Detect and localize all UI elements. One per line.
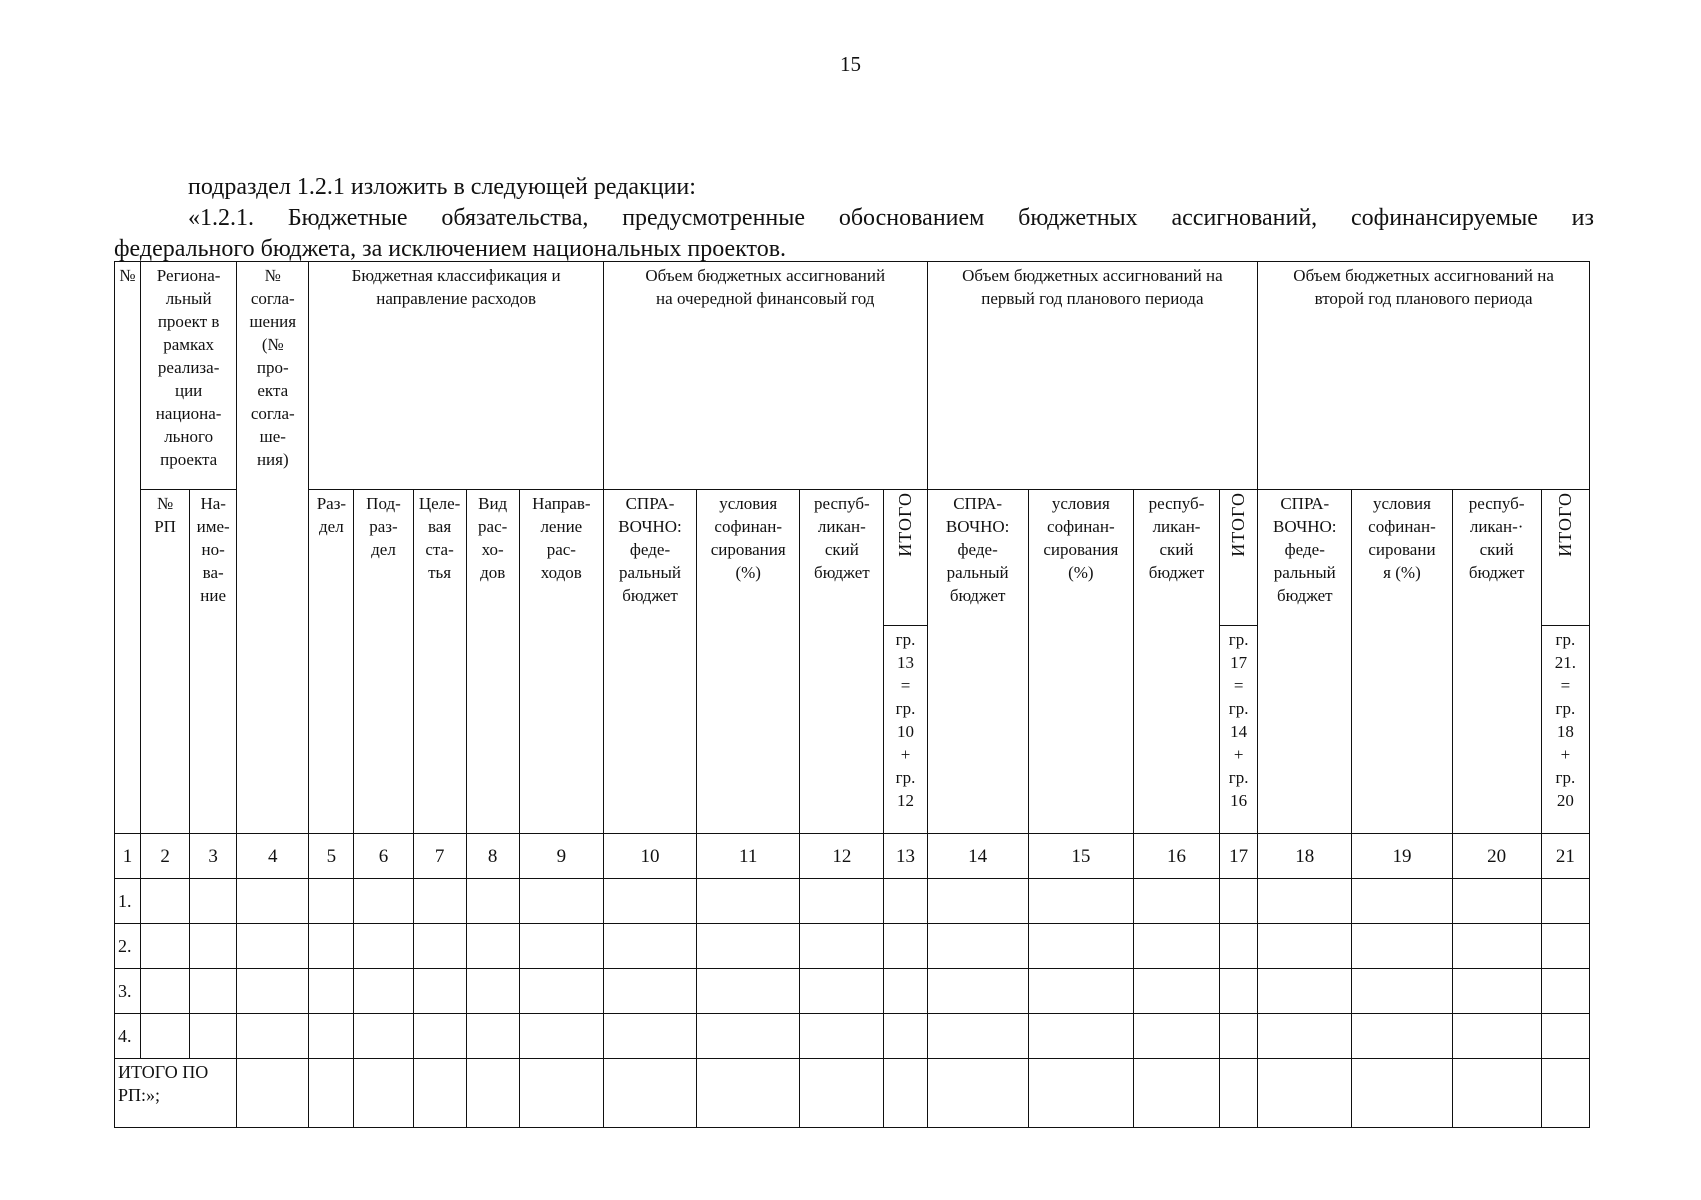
column-number: 13: [884, 834, 927, 879]
column-number: 4: [237, 834, 309, 879]
budget-obligations-table: [114, 261, 1590, 1128]
column-number: 19: [1352, 834, 1452, 879]
formula-col-13: гр. 13 = гр. 10 + гр. 12: [884, 626, 927, 834]
intro-text: [114, 172, 1594, 265]
subheader-total-3: ИТОГО: [1541, 490, 1589, 626]
table-row: [115, 879, 1590, 924]
column-number: 15: [1028, 834, 1133, 879]
subheader-republic-3: респуб- ликан-· ский бюджет: [1452, 490, 1541, 834]
column-number: 18: [1258, 834, 1352, 879]
column-number: 20: [1452, 834, 1541, 879]
subheader-federal-ref-1: СПРА- ВОЧНО: феде- ральный бюджет: [603, 490, 696, 834]
subheader-row: [115, 490, 1590, 626]
header-row: [115, 262, 1590, 490]
subheader-cofin-terms-3: условия софинан- сировани я (%): [1352, 490, 1452, 834]
column-number: 6: [354, 834, 413, 879]
subheader-republic-2: респуб- ликан- ский бюджет: [1133, 490, 1219, 834]
subheader-total-1: ИТОГО: [884, 490, 927, 626]
column-number: 3: [190, 834, 237, 879]
header-no: №: [115, 262, 141, 834]
subheader-cofin-terms-1: условия софинан- сирования (%): [697, 490, 800, 834]
intro-line-2: «1.2.1. Бюджетные обязательства, предусмотренные обоснованием бюджетных ассигнований, софинансируемые из: [188, 205, 1594, 231]
row-number: 4.: [115, 1014, 141, 1059]
column-number: 9: [519, 834, 603, 879]
column-number: 17: [1220, 834, 1258, 879]
subheader-federal-ref-3: СПРА- ВОЧНО: феде- ральный бюджет: [1258, 490, 1352, 834]
intro-line-1: подраздел 1.2.1 изложить в следующей редакции:: [188, 174, 696, 200]
row-number: 1.: [115, 879, 141, 924]
table-row: [115, 1014, 1590, 1059]
column-number: 10: [603, 834, 696, 879]
column-number: 8: [466, 834, 519, 879]
subheader-target-article: Целе- вая ста- тья: [413, 490, 466, 834]
column-number: 16: [1133, 834, 1219, 879]
formula-col-17: гр. 17 = гр. 14 + гр. 16: [1220, 626, 1258, 834]
column-number: 11: [697, 834, 800, 879]
column-number: 1: [115, 834, 141, 879]
header-volume-first-plan-year: Объем бюджетных ассигнований на первый год планового периода: [927, 262, 1258, 490]
column-number: 5: [309, 834, 354, 879]
subheader-republic-1: респуб- ликан- ский бюджет: [800, 490, 884, 834]
total-label: ИТОГО ПО РП:»;: [115, 1059, 237, 1128]
header-agreement-no: № согла- шения (№ про- екта согла- ше- ния): [237, 262, 309, 834]
column-number: 7: [413, 834, 466, 879]
column-number: 14: [927, 834, 1028, 879]
header-budget-classification: Бюджетная классификация и направление расходов: [309, 262, 604, 490]
subheader-expense-direction: Направ- ление рас- ходов: [519, 490, 603, 834]
header-regional-project: Регионa- льный проект в рамках реализа- ции национа- льного проекта: [141, 262, 237, 490]
table-row: [115, 924, 1590, 969]
column-number: 12: [800, 834, 884, 879]
subheader-cofin-terms-2: условия софинан- сирования (%): [1028, 490, 1133, 834]
formula-col-21: гр. 21. = гр. 18 + гр. 20: [1541, 626, 1589, 834]
header-volume-current-year: Объем бюджетных ассигнований на очередной финансовый год: [603, 262, 927, 490]
column-number: 21: [1541, 834, 1589, 879]
intro-line-3: федерального бюджета, за исключением национальных проектов.: [114, 236, 787, 262]
subheader-expense-type: Вид рас- хо- дов: [466, 490, 519, 834]
table-row: [115, 969, 1590, 1014]
row-number: 3.: [115, 969, 141, 1014]
subheader-total-2: ИТОГО: [1220, 490, 1258, 626]
column-number: 2: [141, 834, 190, 879]
subheader-rp-no: № РП: [141, 490, 190, 834]
page-number: 15: [840, 52, 861, 76]
subheader-federal-ref-2: СПРА- ВОЧНО: феде- ральный бюджет: [927, 490, 1028, 834]
column-numbers-row: [115, 834, 1590, 879]
row-number: 2.: [115, 924, 141, 969]
header-volume-second-plan-year: Объем бюджетных ассигнований на второй год планового периода: [1258, 262, 1590, 490]
subheader-name: На- име- но- ва- ние: [190, 490, 237, 834]
subheader-section: Раз- дел: [309, 490, 354, 834]
total-row: [115, 1059, 1590, 1128]
subheader-subsection: Под- раз- дел: [354, 490, 413, 834]
